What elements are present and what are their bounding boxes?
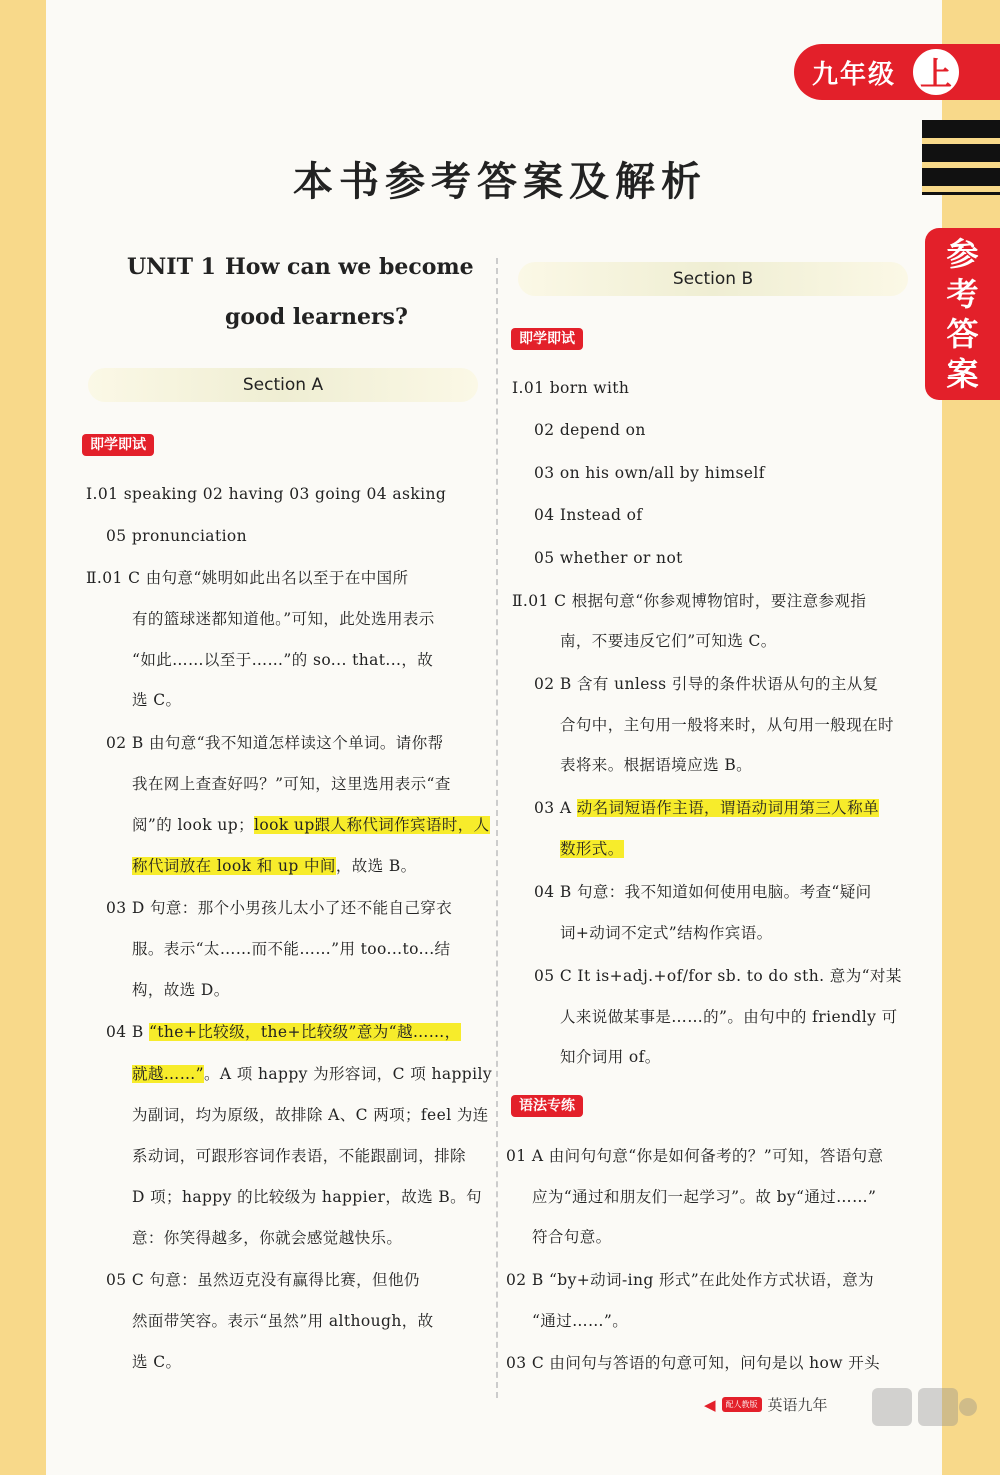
left-decor-strip bbox=[0, 0, 46, 1475]
answer-line: 02 depend on bbox=[534, 421, 646, 439]
answer-line: 选 C。 bbox=[132, 691, 182, 709]
answer-line bbox=[132, 1063, 492, 1085]
answer-line bbox=[132, 855, 417, 877]
grade-label: 九年级 bbox=[812, 59, 897, 90]
term-badge: 上 bbox=[910, 46, 962, 98]
answer-line: 03 C 由问句与答语的句意可知，问句是以 how 开头 bbox=[506, 1354, 881, 1372]
answer-line: 03 D 句意：那个小男孩儿太小了还不能自己穿衣 bbox=[106, 899, 453, 917]
watermark-logo-icon bbox=[868, 1382, 978, 1432]
practice-tag: 即学即试 bbox=[82, 434, 154, 456]
answer-line: 05 C It is+adj.+of/for sb. to do sth. 意为“对某 bbox=[534, 967, 902, 985]
side-tab-char: 参 bbox=[946, 235, 979, 273]
unit-heading bbox=[127, 254, 474, 330]
answer-line: Ⅰ.01 born with bbox=[512, 379, 630, 397]
answer-line: 为副词，均为原级，故排除 A、C 两项；feel 为连 bbox=[132, 1106, 489, 1124]
answer-line: 然面带笑容。表示“虽然”用 although，故 bbox=[132, 1312, 434, 1330]
page-footer bbox=[704, 1394, 828, 1415]
unit-label: UNIT 1 bbox=[127, 254, 216, 280]
answer-text: 04 B bbox=[106, 1023, 149, 1041]
answer-line: 知介词用 of。 bbox=[560, 1048, 661, 1066]
answer-line: 系动词，可跟形容词作表语，不能跟副词，排除 bbox=[132, 1147, 466, 1165]
answer-line: 应为“通过和朋友们一起学习”。故 by“通过……” bbox=[532, 1188, 877, 1206]
answer-line bbox=[560, 838, 624, 860]
answer-text: 阅”的 look up； bbox=[132, 816, 254, 834]
answer-side-tab bbox=[925, 228, 1000, 400]
right-decor-strip bbox=[942, 0, 1000, 1475]
side-tab-char: 考 bbox=[946, 275, 979, 313]
answer-line: 03 on his own/all by himself bbox=[534, 464, 765, 482]
answer-line: 选 C。 bbox=[132, 1353, 182, 1371]
answer-line: Ⅱ.01 C 由句意“姚明如此出名以至于在中国所 bbox=[86, 569, 409, 587]
side-tab-char: 案 bbox=[946, 355, 979, 393]
section-a-heading: Section A bbox=[88, 368, 478, 402]
highlighted-text: look up跟人称代词作宾语时，人 bbox=[254, 816, 490, 834]
answer-line bbox=[106, 1021, 461, 1043]
answer-line bbox=[534, 797, 879, 819]
answer-line: 构，故选 D。 bbox=[132, 981, 230, 999]
answer-line: 合句中，主句用一般将来时，从句用一般现在时 bbox=[560, 716, 894, 734]
answer-line: 表将来。根据语境应选 B。 bbox=[560, 756, 753, 774]
answer-line: 02 B 含有 unless 引导的条件状语从句的主从复 bbox=[534, 675, 879, 693]
footer-text: 英语九年 bbox=[767, 1396, 828, 1414]
arrow-left-icon: ◀ bbox=[704, 1395, 716, 1414]
answer-line: 符合句意。 bbox=[532, 1228, 612, 1246]
highlighted-text: 数形式。 bbox=[560, 840, 624, 858]
answer-line: 意：你笑得越多，你就会感觉越快乐。 bbox=[132, 1229, 403, 1247]
answer-line: “通过……”。 bbox=[532, 1312, 629, 1330]
unit-title-line1: How can we become bbox=[225, 254, 474, 280]
side-tab-char: 答 bbox=[946, 315, 979, 353]
practice-tag: 即学即试 bbox=[511, 328, 583, 350]
highlighted-text: 动名词短语作主语，谓语动词用第三人称单 bbox=[576, 799, 879, 817]
answer-line: 人来说做某事是……的”。由句中的 friendly 可 bbox=[560, 1008, 898, 1026]
answer-line: 有的篮球迷都知道他。”可知，此处选用表示 bbox=[132, 610, 435, 628]
page-title: 本书参考答案及解析 bbox=[293, 158, 707, 205]
answer-line: 05 pronunciation bbox=[106, 527, 248, 545]
answer-text: 03 A bbox=[534, 799, 577, 817]
grammar-practice-tag: 语法专练 bbox=[511, 1095, 583, 1117]
highlighted-text: 称代词放在 look 和 up 中间 bbox=[132, 857, 336, 875]
highlighted-text: 就越……” bbox=[132, 1065, 204, 1083]
answer-line: Ⅰ.01 speaking 02 having 03 going 04 asking bbox=[86, 485, 447, 503]
answer-line: 05 whether or not bbox=[534, 549, 683, 567]
answer-line: D 项；happy 的比较级为 happier，故选 B。句 bbox=[132, 1188, 482, 1206]
highlighted-text: “the+比较级，the+比较级”意为“越……， bbox=[148, 1023, 461, 1041]
unit-title-line2: good learners? bbox=[225, 304, 408, 330]
answer-line: 04 B 句意：我不知道如何使用电脑。考查“疑问 bbox=[534, 883, 872, 901]
answer-line: Ⅱ.01 C 根据句意“你参观博物馆时，要注意参观指 bbox=[512, 592, 867, 610]
answer-line: 02 B 由句意“我不知道怎样读这个单词。请你帮 bbox=[106, 734, 444, 752]
answer-line: 我在网上查查好吗？”可知，这里选用表示“查 bbox=[132, 775, 451, 793]
answer-line: 服。表示“太……而不能……”用 too...to...结 bbox=[132, 940, 451, 958]
answer-line: 南，不要违反它们”可知选 C。 bbox=[560, 632, 777, 650]
edition-badge: 配人教版 bbox=[722, 1397, 762, 1412]
answer-line bbox=[132, 814, 490, 836]
section-b-heading: Section B bbox=[518, 262, 908, 296]
answer-line: 02 B “by+动词-ing 形式”在此处作方式状语，意为 bbox=[506, 1271, 875, 1289]
answer-line: 词+动词不定式”结构作宾语。 bbox=[560, 924, 773, 942]
answer-line: “如此……以至于……”的 so... that...，故 bbox=[132, 651, 434, 669]
answer-line: 01 A 由问句句意“你是如何备考的？”可知，答语句意 bbox=[506, 1147, 884, 1165]
column-divider bbox=[496, 258, 498, 1398]
answer-line: 04 Instead of bbox=[534, 506, 643, 524]
answer-text: ，故选 B。 bbox=[335, 857, 417, 875]
answer-line: 05 C 句意：虽然迈克没有赢得比赛，但他仍 bbox=[106, 1271, 420, 1289]
grade-tab bbox=[794, 44, 1000, 100]
answer-text: 。A 项 happy 为形容词，C 项 happily bbox=[203, 1065, 492, 1083]
